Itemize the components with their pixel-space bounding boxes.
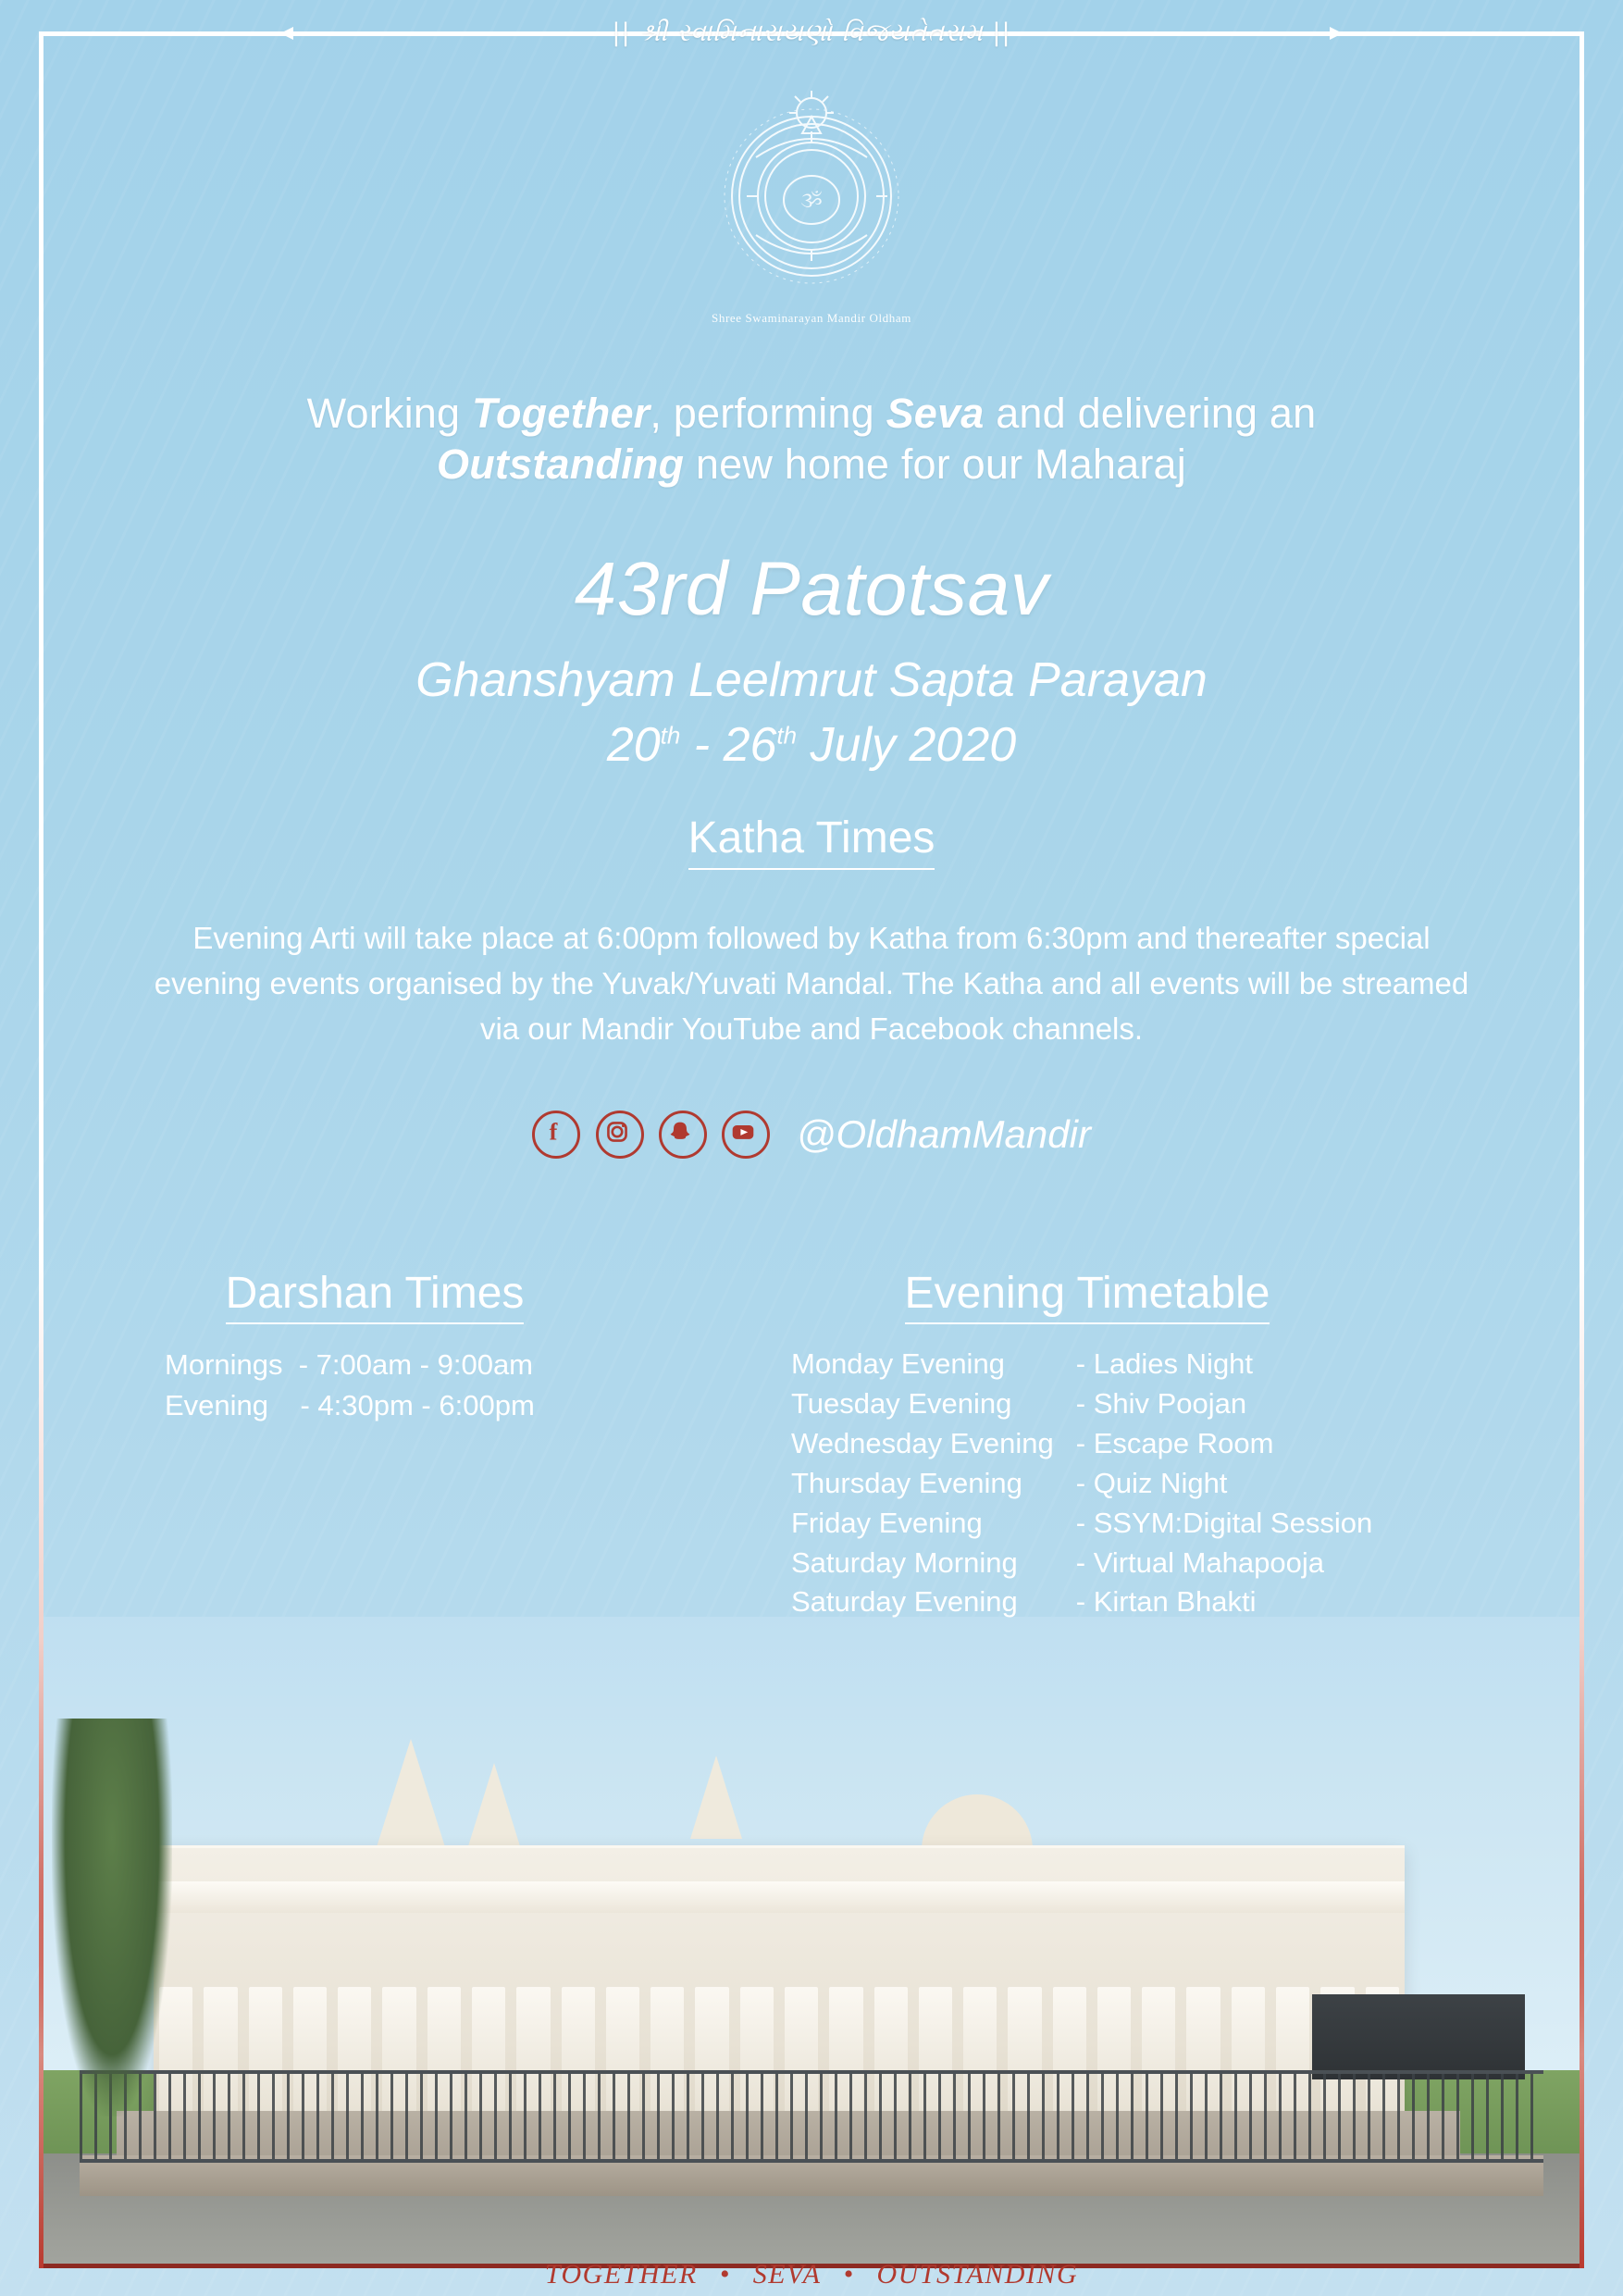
side-building <box>1312 1994 1525 2079</box>
svg-text:f: f <box>549 1118 558 1146</box>
date-start: 20 <box>606 718 661 772</box>
katha-times-heading-text: Katha Times <box>688 813 935 870</box>
logo-block <box>617 85 1006 326</box>
social-handle[interactable]: @OldhamMandir <box>796 1112 1091 1156</box>
mandir-seal-icon <box>700 85 923 307</box>
evening-event: - Escape Room <box>1075 1426 1274 1459</box>
darshan-times-block <box>157 1268 592 1426</box>
banner-arrow-right-icon <box>1330 27 1343 40</box>
tagline-together: Together <box>471 390 650 437</box>
boundary-fence <box>80 2070 1543 2163</box>
evening-day: Saturday Morning <box>791 1545 1018 1579</box>
tagline-line2-part2: new home for our Maharaj <box>684 440 1186 488</box>
darshan-times-heading: Darshan Times <box>226 1268 525 1324</box>
shikhar-small-icon <box>468 1763 520 1846</box>
page-subtitle: Ghanshyam Leelmrut Sapta Parayan <box>415 653 1208 707</box>
tagline-seva: Seva <box>886 390 985 437</box>
date-separator: - <box>680 718 724 772</box>
footer-word-seva: SEVA <box>752 2259 822 2290</box>
event-dates <box>0 717 1623 773</box>
table-row <box>791 1544 1383 1583</box>
social-row <box>0 1111 1623 1159</box>
footer-motto <box>0 2259 1623 2290</box>
youtube-icon[interactable] <box>722 1111 770 1159</box>
evening-day: Saturday Evening <box>791 1585 1018 1619</box>
date-month-year: July 2020 <box>797 718 1017 772</box>
logo-caption: Shree Swaminarayan Mandir Oldham <box>712 311 911 325</box>
evening-event: - Quiz Night <box>1075 1466 1228 1499</box>
date-end-suffix: th <box>776 721 798 750</box>
evening-day: Thursday Evening <box>791 1466 1022 1499</box>
table-row <box>791 1345 1383 1384</box>
footer-word-together: TOGETHER <box>544 2259 698 2290</box>
evening-day: Wednesday Evening <box>791 1426 1054 1459</box>
tagline-line1-part3: and delivering an <box>984 390 1317 437</box>
shikhar-icon <box>376 1739 446 1850</box>
evening-timetable-block <box>791 1268 1383 1622</box>
mandir-photo <box>43 1617 1580 2265</box>
evening-day: Monday Evening <box>791 1347 1005 1380</box>
evening-event: - Ladies Night <box>1075 1347 1254 1380</box>
darshan-row-morning: Mornings - 7:00am - 9:00am <box>165 1348 534 1381</box>
table-row <box>791 1384 1383 1424</box>
table-row <box>791 1464 1383 1504</box>
evening-event: - Kirtan Bhakti <box>1075 1585 1257 1619</box>
evening-timetable-heading: Evening Timetable <box>905 1268 1270 1324</box>
katha-description: Evening Arti will take place at 6:00pm followed by Katha from 6:30pm and thereafter special evening events organised by the Yuvak/Yuvati Mandal. The Katha and all events will be streamed via our Mandir YouTube and Facebook channels. <box>154 921 1469 1046</box>
evening-day: Tuesday Evening <box>791 1386 1012 1420</box>
svg-text:ૐ: ૐ <box>800 190 823 213</box>
evening-day: Friday Evening <box>791 1506 983 1539</box>
tree-icon <box>52 1719 172 2116</box>
table-row <box>791 1582 1383 1622</box>
evening-event: - SSYM:Digital Session <box>1075 1506 1373 1539</box>
table-row <box>791 1424 1383 1464</box>
tagline-outstanding: Outstanding <box>437 440 685 488</box>
top-banner <box>0 19 1623 48</box>
sanskrit-blessing: || શ્રી સ્વામિનારાયણો વિજયતેતરામ || <box>612 19 1011 47</box>
facebook-icon[interactable] <box>532 1111 580 1159</box>
footer-dot-2: • <box>843 2259 855 2290</box>
banner-rule-right <box>1026 32 1332 35</box>
snapchat-icon[interactable] <box>659 1111 707 1159</box>
mandir-upper-slab <box>154 1881 1405 1913</box>
tagline-line1-part2: , performing <box>650 390 886 437</box>
footer-word-outstanding: OUTSTANDING <box>876 2259 1079 2290</box>
banner-rule-left <box>291 32 597 35</box>
shikhar-small-icon <box>690 1756 742 1839</box>
evening-event: - Virtual Mahapooja <box>1075 1545 1325 1579</box>
tagline-line1-part1: Working <box>306 390 472 437</box>
page-title: 43rd Patotsav <box>574 547 1049 631</box>
footer-dot-1: • <box>719 2259 731 2290</box>
table-row <box>791 1504 1383 1544</box>
date-end: 26 <box>723 718 777 772</box>
darshan-row-evening: Evening - 4:30pm - 6:00pm <box>165 1389 535 1422</box>
evening-timetable <box>791 1345 1383 1622</box>
evening-event: - Shiv Poojan <box>1075 1386 1247 1420</box>
date-start-suffix: th <box>660 721 681 750</box>
instagram-icon[interactable] <box>596 1111 644 1159</box>
katha-times-heading <box>0 813 1623 863</box>
tagline <box>111 389 1512 490</box>
